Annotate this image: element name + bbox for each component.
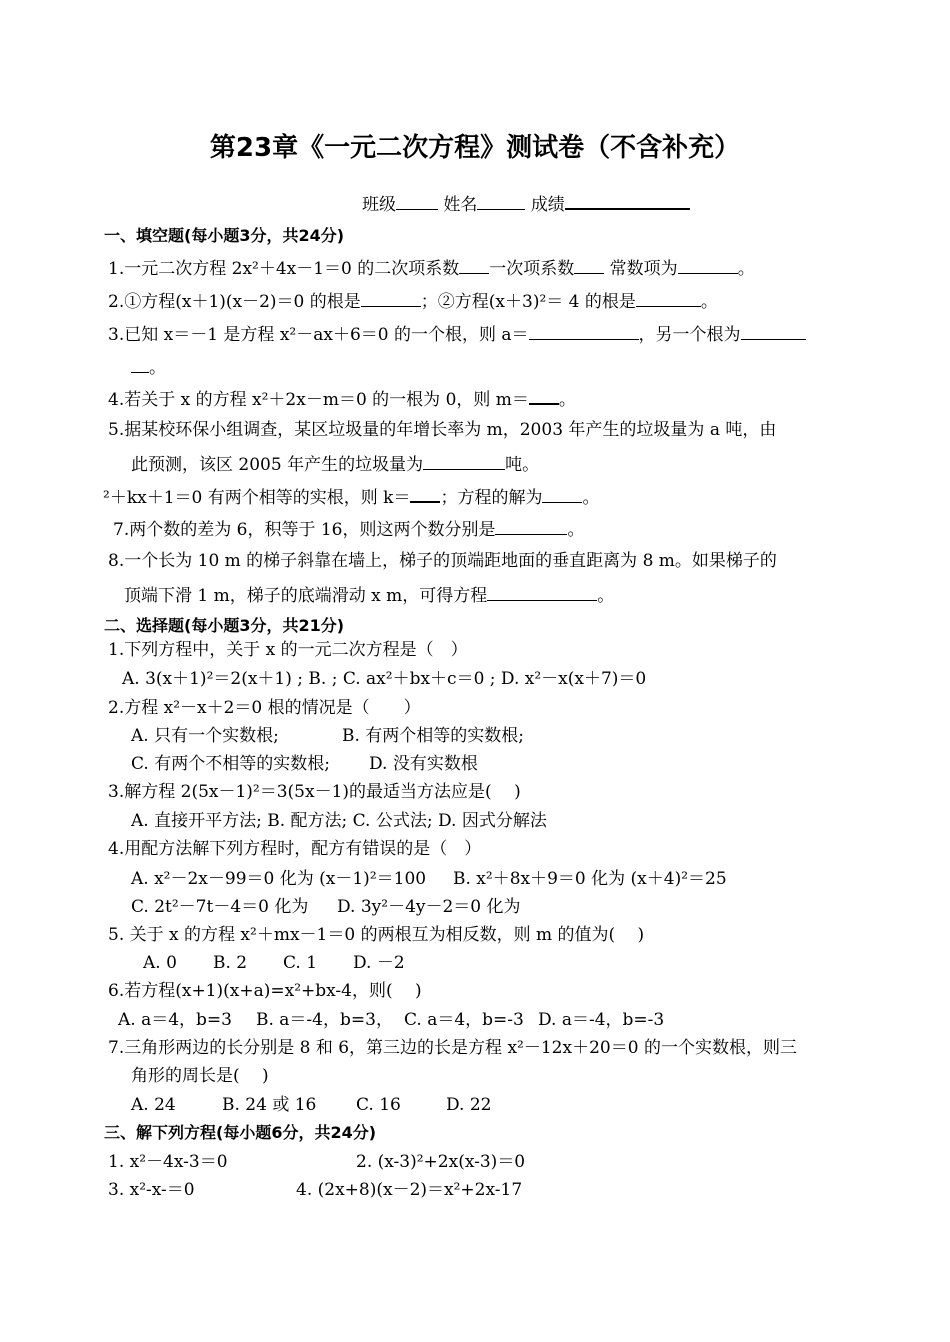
choice-question-5: 5. 关于 x 的方程 x²＋mx－1＝0 的两根互为相反数，则 m 的值为( ) (108, 925, 645, 945)
choice-question-2-option-b: B. 有两个相等的实数根; (342, 726, 525, 746)
choice-question-6-option-b: B. a＝-4，b=3， (256, 1010, 393, 1030)
solve-problem-2: 2. (x-3)²+2x(x-3)＝0 (356, 1152, 526, 1172)
choice-question-3-options: A. 直接开平方法; B. 配方法; C. 公式法; D. 因式分解法 (131, 811, 547, 831)
fill-question-3-cont: 。 (131, 354, 166, 380)
choice-question-5-option-c: C. 1 (283, 953, 318, 973)
fill-blank[interactable] (361, 288, 421, 307)
fill-question-1: 1.一元二次方程 2x²＋4x－1＝0 的二次项系数 一次项系数 常数项为 。 (108, 255, 755, 281)
fill-blank[interactable] (574, 255, 604, 274)
fill-blank[interactable] (131, 354, 149, 373)
choice-question-6-option-c: C. a＝4，b=-3 (404, 1010, 524, 1030)
fill-blank[interactable] (741, 321, 806, 340)
fill-blank[interactable] (678, 255, 738, 274)
name-label: 姓名 (443, 195, 478, 215)
choice-question-2-option-c: C. 有两个不相等的实数根; (131, 754, 330, 774)
fill-question-2: 2.①方程(x＋1)(x－2)＝0 的根是 ；②方程(x＋3)²＝ 4 的根是 。 (108, 288, 718, 314)
fill-question-8: 8.一个长为 10 m 的梯子斜靠在墙上，梯子的顶端距地面的垂直距离为 8 m。如果梯子的 (108, 551, 777, 571)
class-label: 班级 (362, 195, 396, 215)
choice-question-5-option-d: D. －2 (353, 953, 405, 973)
choice-question-2-option-a: A. 只有一个实数根; (131, 726, 279, 746)
fill-question-5-cont: 此预测，该区 2005 年产生的垃圾量为 吨。 (131, 451, 539, 477)
fill-question-3: 3.已知 x＝－1 是方程 x²－ax＋6＝0 的一个根，则 a＝ ，另一个根为 (108, 321, 806, 347)
choice-question-4: 4.用配方法解下列方程时，配方有错误的是（ ） (108, 839, 482, 859)
choice-question-4-option-b: B. x²＋8x＋9＝0 化为 (x＋4)²＝25 (453, 869, 727, 889)
choice-question-7-option-c: C. 16 (356, 1095, 401, 1115)
choice-question-6: 6.若方程(x+1)(x+a)=x²+bx-4，则( ) (108, 981, 422, 1001)
fill-blank[interactable] (410, 483, 440, 503)
fill-blank[interactable] (636, 288, 701, 307)
fill-question-6: ²＋kx＋1＝0 有两个相等的实根，则 k＝ ；方程的解为 。 (103, 483, 599, 510)
fill-blank[interactable] (529, 321, 639, 340)
choice-question-7-cont: 角形的周长是( ) (131, 1066, 269, 1086)
solve-problem-4: 4. (2x+8)(x－2)＝x²+2x-17 (296, 1180, 523, 1200)
choice-question-7-option-a: A. 24 (131, 1095, 176, 1115)
choice-question-6-option-d: D. a＝-4，b=-3 (538, 1010, 665, 1030)
page-title: 第23章《一元二次方程》测试卷（不含补充） (209, 133, 741, 163)
choice-question-4-option-a: A. x²－2x－99＝0 化为 (x－1)²＝100 (131, 869, 427, 889)
section1-heading: 一、填空题(每小题3分，共24分) (104, 226, 345, 245)
solve-problem-1: 1. x²－4x-3＝0 (108, 1152, 228, 1172)
choice-question-4-option-d: D. 3y²－4y－2＝0 化为 (337, 897, 521, 917)
class-blank[interactable] (396, 191, 438, 210)
choice-question-3: 3.解方程 2(5x－1)²＝3(5x－1)的最适当方法应是( ) (108, 782, 521, 802)
student-info-line (362, 190, 690, 217)
section3-heading: 三、解下列方程(每小题6分，共24分) (104, 1123, 377, 1142)
fill-question-5: 5.据某校环保小组调查，某区垃圾量的年增长率为 m，2003 年产生的垃圾量为 a 吨，由 (108, 420, 777, 440)
score-blank[interactable] (565, 190, 690, 210)
section2-heading: 二、选择题(每小题3分，共21分) (104, 616, 345, 635)
choice-question-7: 7.三角形两边的长分别是 8 和 6，第三边的长是方程 x²－12x＋20＝0 的一个实数根，则三 (108, 1038, 797, 1058)
choice-question-2: 2.方程 x²－x＋2＝0 根的情况是（ ） (108, 698, 421, 718)
choice-question-5-option-a: A. 0 (143, 953, 177, 973)
fill-question-4: 4.若关于 x 的方程 x²＋2x－m＝0 的一根为 0，则 m＝ 。 (108, 385, 576, 412)
fill-blank[interactable] (529, 385, 559, 405)
name-blank[interactable] (477, 191, 525, 210)
choice-question-5-option-b: B. 2 (213, 953, 248, 973)
score-label: 成绩 (530, 195, 565, 215)
fill-blank[interactable] (423, 451, 505, 470)
choice-question-7-option-b: B. 24 或 16 (222, 1095, 317, 1115)
choice-question-6-option-a: A. a＝4，b=3 (118, 1010, 232, 1030)
choice-question-1: 1.下列方程中，关于 x 的一元二次方程是（ ） (108, 640, 468, 660)
solve-problem-3: 3. x²-x-＝0 (108, 1180, 195, 1200)
choice-question-7-option-d: D. 22 (446, 1095, 492, 1115)
choice-question-1-options: A. 3(x＋1)²＝2(x＋1) ; B. ; C. ax²＋bx＋c＝0 ; D. x²－x(x＋7)＝0 (122, 669, 647, 689)
fill-question-8-cont: 顶端下滑 1 m，梯子的底端滑动 x m，可得方程 。 (124, 582, 614, 608)
choice-question-2-option-d: D. 没有实数根 (369, 754, 478, 774)
fill-blank[interactable] (495, 516, 567, 535)
fill-blank[interactable] (459, 255, 489, 274)
fill-blank[interactable] (487, 582, 597, 601)
fill-question-7: 7.两个数的差为 6，积等于 16，则这两个数分别是 。 (113, 516, 584, 542)
choice-question-4-option-c: C. 2t²－7t－4＝0 化为 (131, 897, 309, 917)
fill-blank[interactable] (542, 484, 582, 503)
